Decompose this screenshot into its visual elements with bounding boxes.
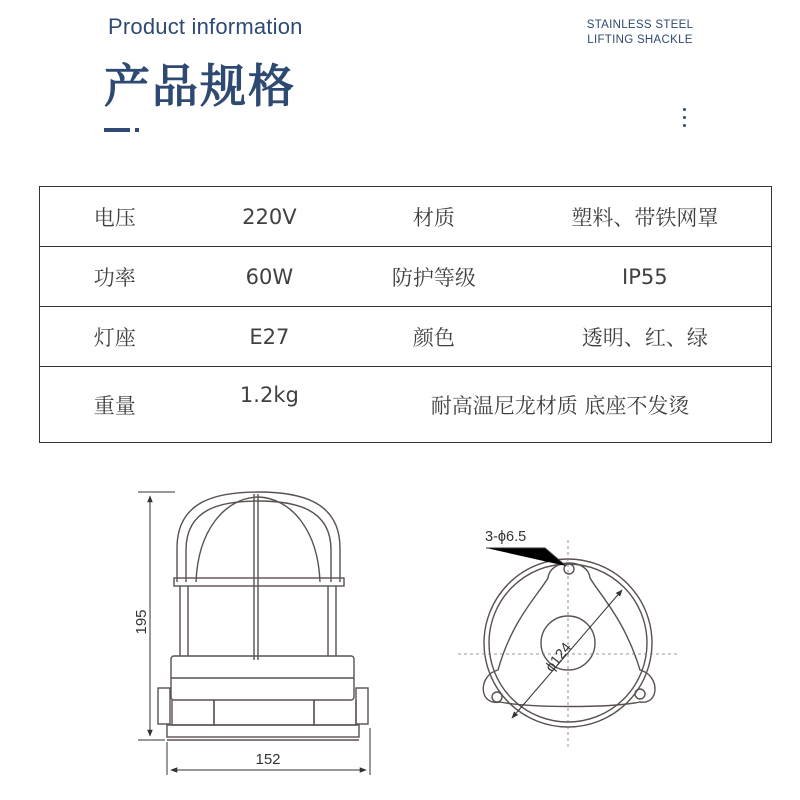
table-row — [40, 247, 772, 307]
spec-label: 电压 — [40, 187, 190, 247]
table-row — [40, 307, 772, 367]
circle-dimension-label: ϕ124 — [542, 639, 576, 676]
page-title: 产品规格 — [104, 59, 296, 113]
width-dimension-label: 152 — [255, 751, 281, 768]
spec-value: IP55 — [519, 247, 772, 307]
spec-label: 颜色 — [349, 307, 518, 367]
height-dimension-label: 195 — [133, 609, 150, 635]
table-row — [40, 367, 772, 443]
lamp-side-view — [158, 492, 368, 740]
corner-caption-line2: LIFTING SHACKLE — [587, 34, 693, 46]
section-subtitle: Product information — [108, 14, 303, 39]
title-underline — [104, 128, 130, 132]
spec-value: E27 — [190, 307, 350, 367]
table-row — [40, 187, 772, 247]
spec-table — [39, 186, 772, 443]
lamp-base-view — [483, 559, 655, 727]
spec-label: 材质 — [349, 187, 518, 247]
spec-value: 透明、红、绿 — [519, 307, 772, 367]
spec-label: 功率 — [40, 247, 190, 307]
title-underline-dot — [135, 128, 139, 132]
spec-value: 60W — [190, 247, 350, 307]
technical-drawing — [0, 470, 800, 800]
corner-caption — [560, 18, 720, 48]
spec-note: 耐高温尼龙材质 底座不发烫 — [349, 367, 771, 443]
spec-label: 重量 — [40, 367, 190, 443]
spec-value: 塑料、带铁网罩 — [519, 187, 772, 247]
corner-caption-line1: STAINLESS STEEL — [586, 19, 694, 31]
spec-value: 220V — [190, 187, 350, 247]
hole-spec-label: 3-ϕ6.5 — [485, 529, 527, 545]
spec-value: 1.2kg — [190, 367, 350, 443]
vertical-dots-icon — [683, 108, 687, 132]
spec-label: 灯座 — [40, 307, 190, 367]
spec-label: 防护等级 — [349, 247, 518, 307]
